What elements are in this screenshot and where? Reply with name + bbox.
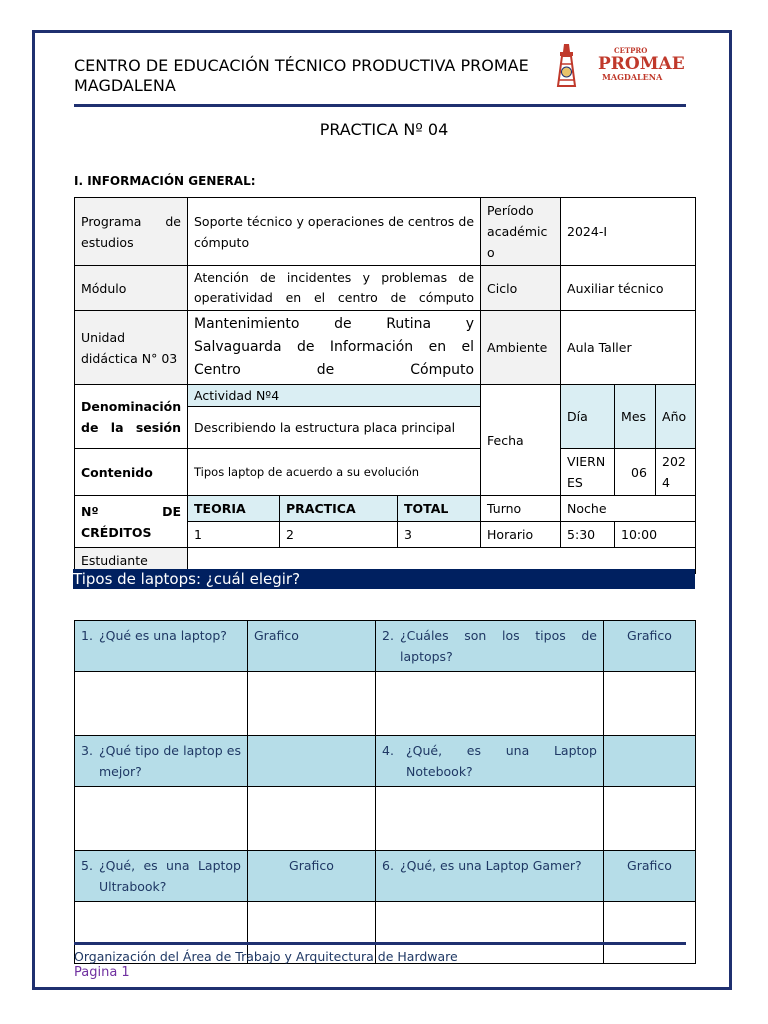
question-5: 5. ¿Qué, es una Laptop Ultrabook? xyxy=(75,851,248,902)
graphic-label-5: Grafico xyxy=(248,851,376,902)
graphic-cell-6[interactable] xyxy=(604,902,696,964)
creditos-label: Nº DE CRÉDITOS xyxy=(75,496,188,548)
promae-logo xyxy=(550,42,690,90)
section-heading: I. INFORMACIÓN GENERAL: xyxy=(74,174,256,188)
question-4: 4. ¿Qué, es una Laptop Notebook? xyxy=(376,736,604,787)
modulo-value: Atención de incidentes y problemas de operatividad en el centro de cómputo xyxy=(188,266,481,311)
teoria-label: TEORIA xyxy=(188,496,280,522)
mes-label: Mes xyxy=(615,385,656,449)
denominacion-value: Describiendo la estructura placa principal xyxy=(188,407,481,449)
ciclo-label: Ciclo xyxy=(481,266,561,311)
actividad-value: Actividad Nº4 xyxy=(188,385,481,407)
contenido-value: Tipos laptop de acuerdo a su evolución xyxy=(188,449,481,496)
unidad-label: Unidad didáctica N° 03 xyxy=(75,311,188,385)
horario-start: 5:30 xyxy=(561,522,615,548)
teoria-value: 1 xyxy=(188,522,280,548)
graphic-cell-1[interactable] xyxy=(248,672,376,736)
unidad-value: Mantenimiento de Rutina y Salvaguarda de Información en el Centro de Cómputo xyxy=(188,311,481,385)
graphic-label-6: Grafico xyxy=(604,851,696,902)
answer-cell-3[interactable] xyxy=(75,787,248,851)
ambiente-value: Aula Taller xyxy=(561,311,696,385)
question-1: 1. ¿Qué es una laptop? xyxy=(75,621,248,672)
graphic-cell-2[interactable] xyxy=(604,672,696,736)
graphic-label-2: Grafico xyxy=(604,621,696,672)
graphic-cell-label-4 xyxy=(604,736,696,787)
graphic-label-1: Grafico xyxy=(248,621,376,672)
section-banner: Tipos de laptops: ¿cuál elegir? xyxy=(73,569,695,589)
programa-label: Programa de estudios xyxy=(75,198,188,266)
total-label: TOTAL xyxy=(398,496,481,522)
anio-value: 2024 xyxy=(656,449,696,496)
turno-label: Turno xyxy=(481,496,561,522)
header-divider xyxy=(74,104,686,107)
graphic-cell-label-3 xyxy=(248,736,376,787)
fecha-label: Fecha xyxy=(481,385,561,496)
footer-divider xyxy=(74,942,686,945)
turno-value: Noche xyxy=(561,496,696,522)
question-3: 3. ¿Qué tipo de laptop es mejor? xyxy=(75,736,248,787)
periodo-label: Período académic o xyxy=(481,198,561,266)
footer-course: Organización del Área de Trabajo y Arquitectura de Hardware xyxy=(74,949,458,964)
footer-page-number: Pagina 1 xyxy=(74,965,130,980)
graphic-cell-4[interactable] xyxy=(604,787,696,851)
ciclo-value: Auxiliar técnico xyxy=(561,266,696,311)
estudiante-label: Estudiante xyxy=(75,548,188,574)
anio-label: Año xyxy=(656,385,696,449)
practica-value: 2 xyxy=(280,522,398,548)
answer-cell-2[interactable] xyxy=(376,672,604,736)
tower-icon xyxy=(558,44,575,86)
periodo-value: 2024-I xyxy=(561,198,696,266)
horario-end: 10:00 xyxy=(615,522,696,548)
contenido-label: Contenido xyxy=(75,449,188,496)
programa-value: Soporte técnico y operaciones de centros de cómputo xyxy=(188,198,481,266)
denominacion-label: Denominación de la sesión xyxy=(75,385,188,449)
practica-label: PRACTICA xyxy=(280,496,398,522)
institution-title: CENTRO DE EDUCACIÓN TÉCNICO PRODUCTIVA PROMAE MAGDALENA xyxy=(74,56,529,95)
question-2: 2. ¿Cuáles son los tipos de laptops? xyxy=(376,621,604,672)
practice-title: PRACTICA Nº 04 xyxy=(319,120,449,139)
svg-text:MAGDALENA: MAGDALENA xyxy=(602,72,663,82)
horario-label: Horario xyxy=(481,522,561,548)
general-info-table xyxy=(74,197,696,574)
dia-value: VIERNES xyxy=(561,449,615,496)
modulo-label: Módulo xyxy=(75,266,188,311)
graphic-cell-3[interactable] xyxy=(248,787,376,851)
svg-text:CETPRO: CETPRO xyxy=(614,46,648,55)
dia-label: Día xyxy=(561,385,615,449)
total-value: 3 xyxy=(398,522,481,548)
svg-text:PROMAE: PROMAE xyxy=(598,54,685,74)
answer-cell-1[interactable] xyxy=(75,672,248,736)
questions-table xyxy=(74,620,696,964)
answer-cell-4[interactable] xyxy=(376,787,604,851)
question-6: 6. ¿Qué, es una Laptop Gamer? xyxy=(376,851,604,902)
ambiente-label: Ambiente xyxy=(481,311,561,385)
mes-value: 06 xyxy=(615,449,656,496)
